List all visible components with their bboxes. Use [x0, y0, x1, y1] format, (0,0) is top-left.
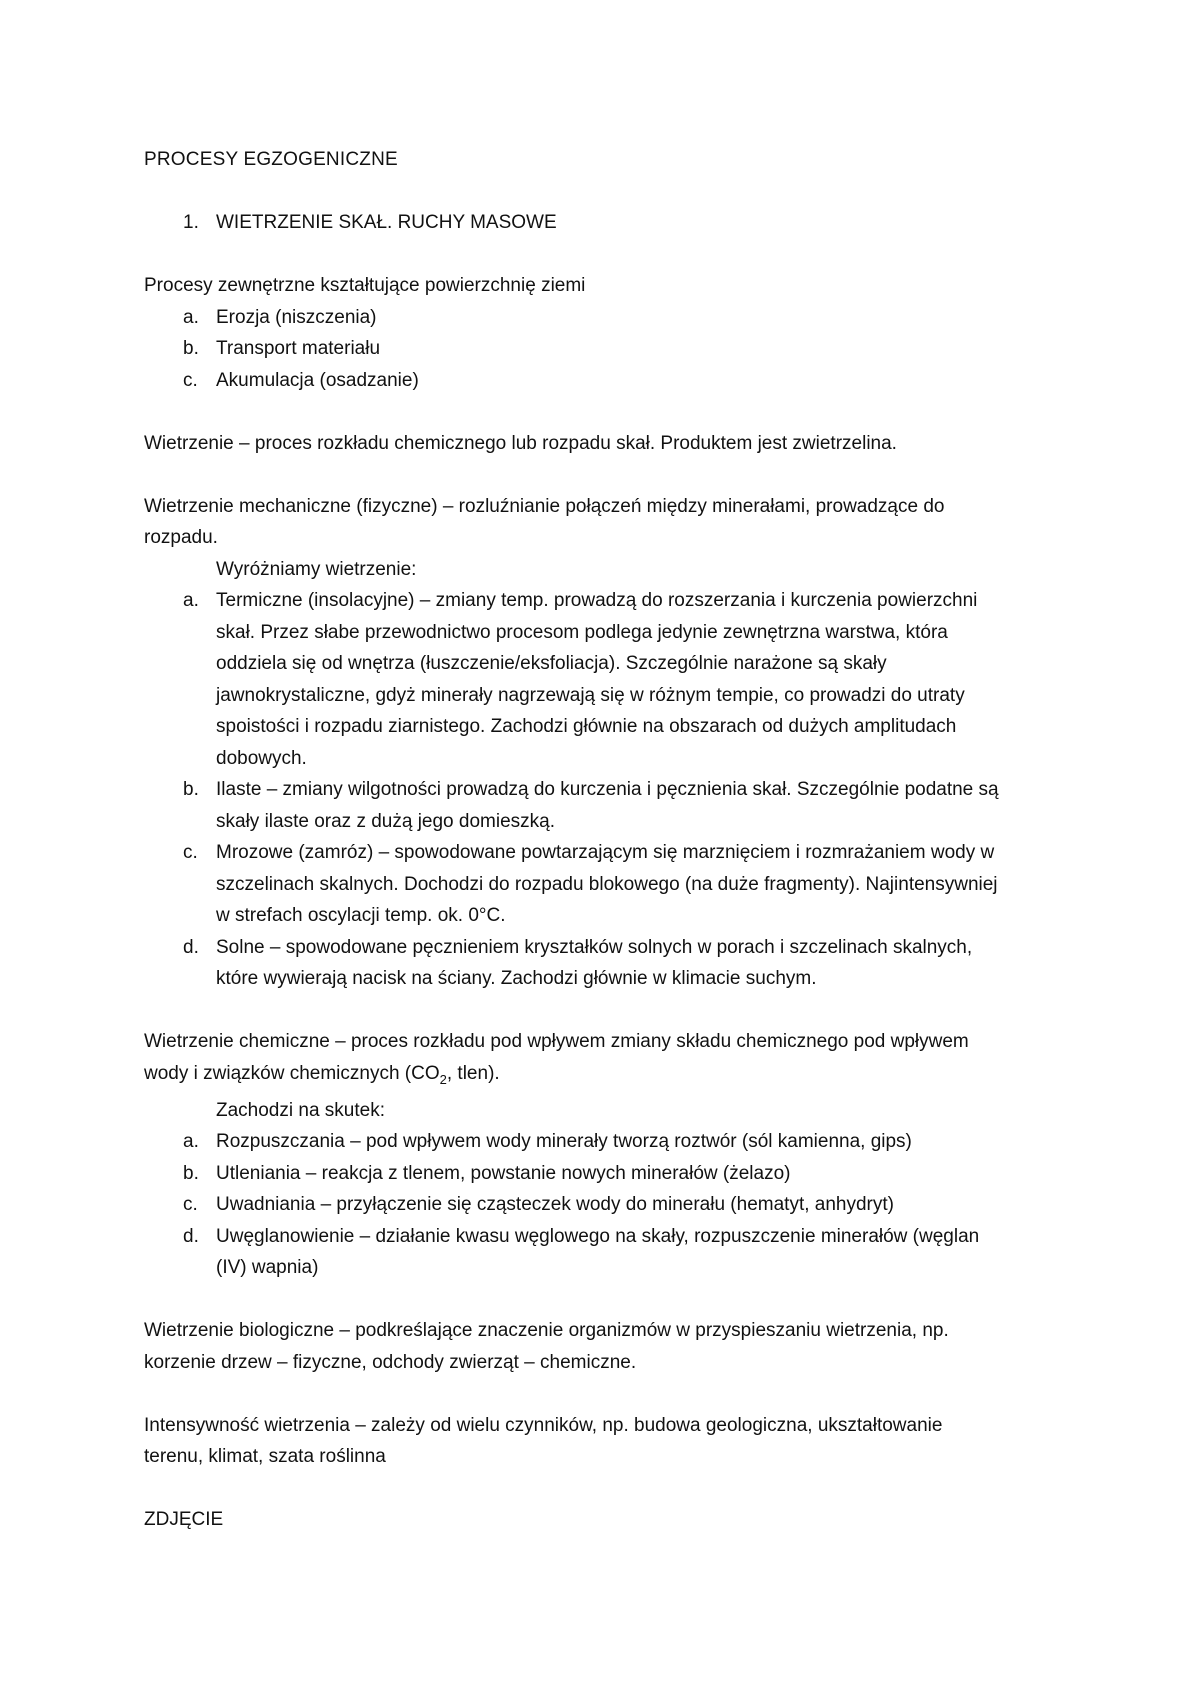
list-item-line: Ilaste – zmiany wilgotności prowadzą do kurczenia i pęcznienia skał. Szczególnie podatne są — [216, 779, 999, 800]
list-item-line: Utleniania – reakcja z tlenem, powstanie nowych minerałów (żelazo) — [216, 1162, 791, 1184]
photo-placeholder-label: ZDJĘCIE — [144, 1509, 224, 1531]
list-item — [144, 302, 1064, 334]
list-item — [144, 837, 1064, 932]
section-heading — [144, 207, 1064, 239]
list-item-text: Transport materiału — [216, 338, 381, 359]
list-item — [144, 1221, 1064, 1284]
subscript: 2 — [439, 1071, 447, 1087]
spacer — [144, 459, 1064, 491]
spacer — [144, 995, 1064, 1027]
processes-list — [144, 302, 1064, 397]
list-marker: d. — [183, 1225, 199, 1247]
list-item-line: jawnokrystaliczne, gdyż minerały nagrzewają się w różnym tempie, co prowadzi do utraty — [216, 684, 965, 706]
list-item-line: skały ilaste oraz z dużą jego domieszką. — [216, 810, 555, 832]
mechanical-paragraph-line: Wietrzenie mechaniczne (fizyczne) – rozluźnianie połączeń między minerałami, prowadzące do — [144, 495, 945, 517]
spacer — [144, 1378, 1064, 1410]
list-item-line: Termiczne (insolacyjne) – zmiany temp. prowadzą do rozszerzania i kurczenia powierzchni — [216, 590, 978, 611]
biological-paragraph-line: Wietrzenie biologiczne – podkreślające znaczenie organizmów w przyspieszaniu wietrzenia, np. — [144, 1320, 949, 1342]
list-item-line: w strefach oscylacji temp. ok. 0°C. — [216, 905, 506, 926]
chemical-sub-intro: Zachodzi na skutek: — [216, 1099, 385, 1121]
list-item-line: dobowych. — [216, 747, 307, 769]
section-heading-text: WIETRZENIE SKAŁ. RUCHY MASOWE — [216, 212, 557, 233]
list-marker: c. — [183, 842, 198, 863]
list-item-line: Rozpuszczania – pod wpływem wody minerały tworzą roztwór (sól kamienna, gips) — [216, 1131, 912, 1153]
list-item-text: Akumulacja (osadzanie) — [216, 369, 419, 391]
spacer — [144, 396, 1064, 428]
list-item-line: spoistości i rozpadu ziarnistego. Zachodzi głównie na obszarach od dużych amplitudach — [216, 716, 957, 737]
processes-intro: Procesy zewnętrzne kształtujące powierzchnię ziemi — [144, 275, 586, 296]
list-item-line: które wywierają nacisk na ściany. Zachodzi głównie w klimacie suchym. — [216, 968, 817, 989]
spacer — [144, 1473, 1064, 1505]
list-item-line: Uwęglanowienie – działanie kwasu węglowego na skały, rozpuszczenie minerałów (węglan — [216, 1225, 980, 1247]
list-marker: c. — [183, 369, 198, 391]
list-marker: c. — [183, 1194, 198, 1216]
list-item — [144, 1189, 1064, 1221]
chemical-list — [144, 1126, 1064, 1284]
list-marker: b. — [183, 338, 199, 359]
list-item-line: Solne – spowodowane pęcznieniem kryształków solnych w porach i szczelinach skalnych, — [216, 936, 973, 958]
mechanical-paragraph-line: rozpadu. — [144, 527, 218, 548]
weathering-definition: Wietrzenie – proces rozkładu chemicznego lub rozpadu skał. Produktem jest zwietrzelina. — [144, 432, 897, 454]
mechanical-sub-intro: Wyróżniamy wietrzenie: — [216, 558, 417, 580]
list-item — [144, 333, 1064, 365]
mechanical-list — [144, 585, 1064, 995]
chemical-paragraph-line — [144, 1058, 1064, 1095]
chemical-paragraph-line: Wietrzenie chemiczne – proces rozkładu pod wpływem zmiany składu chemicznego pod wpływem — [144, 1031, 969, 1052]
document-title: PROCESY EGZOGENICZNE — [144, 149, 398, 170]
list-item-line: (IV) wapnia) — [216, 1257, 319, 1279]
list-item-line: Mrozowe (zamróz) – spowodowane powtarzającym się marznięciem i rozmrażaniem wody w — [216, 842, 995, 863]
intensity-paragraph-line: terenu, klimat, szata roślinna — [144, 1446, 386, 1468]
list-item — [144, 365, 1064, 397]
list-item-line: szczelinach skalnych. Dochodzi do rozpadu blokowego (na duże fragmenty). Najintensywniej — [216, 873, 998, 895]
list-item — [144, 932, 1064, 995]
list-item-line: skał. Przez słabe przewodnictwo procesom podlega jedynie zewnętrzna warstwa, która — [216, 621, 948, 643]
list-item — [144, 585, 1064, 774]
section-number: 1. — [183, 212, 199, 233]
chemical-line2-end: , tlen). — [446, 1062, 500, 1084]
spacer — [144, 1284, 1064, 1316]
list-marker: b. — [183, 1162, 199, 1184]
list-marker: a. — [183, 306, 199, 328]
list-item-line: oddziela się od wnętrza (łuszczenie/eksfoliacja). Szczególnie narażone są skały — [216, 653, 887, 674]
list-marker: a. — [183, 1131, 199, 1153]
spacer — [144, 239, 1064, 271]
chemical-line2-text: wody i związków chemicznych (CO — [144, 1062, 440, 1084]
list-item — [144, 1126, 1064, 1158]
list-item — [144, 774, 1064, 837]
intensity-paragraph-line: Intensywność wietrzenia – zależy od wielu czynników, np. budowa geologiczna, ukształtowanie — [144, 1414, 943, 1436]
list-item — [144, 1158, 1064, 1190]
biological-paragraph-line: korzenie drzew – fizyczne, odchody zwierząt – chemiczne. — [144, 1351, 637, 1373]
spacer — [144, 176, 1064, 208]
list-item-line: Uwadniania – przyłączenie się cząsteczek wody do minerału (hematyt, anhydryt) — [216, 1194, 894, 1216]
document-body — [144, 144, 1064, 1536]
list-marker: d. — [183, 936, 199, 958]
list-marker: a. — [183, 590, 199, 611]
list-item-text: Erozja (niszczenia) — [216, 306, 377, 328]
list-marker: b. — [183, 779, 199, 800]
